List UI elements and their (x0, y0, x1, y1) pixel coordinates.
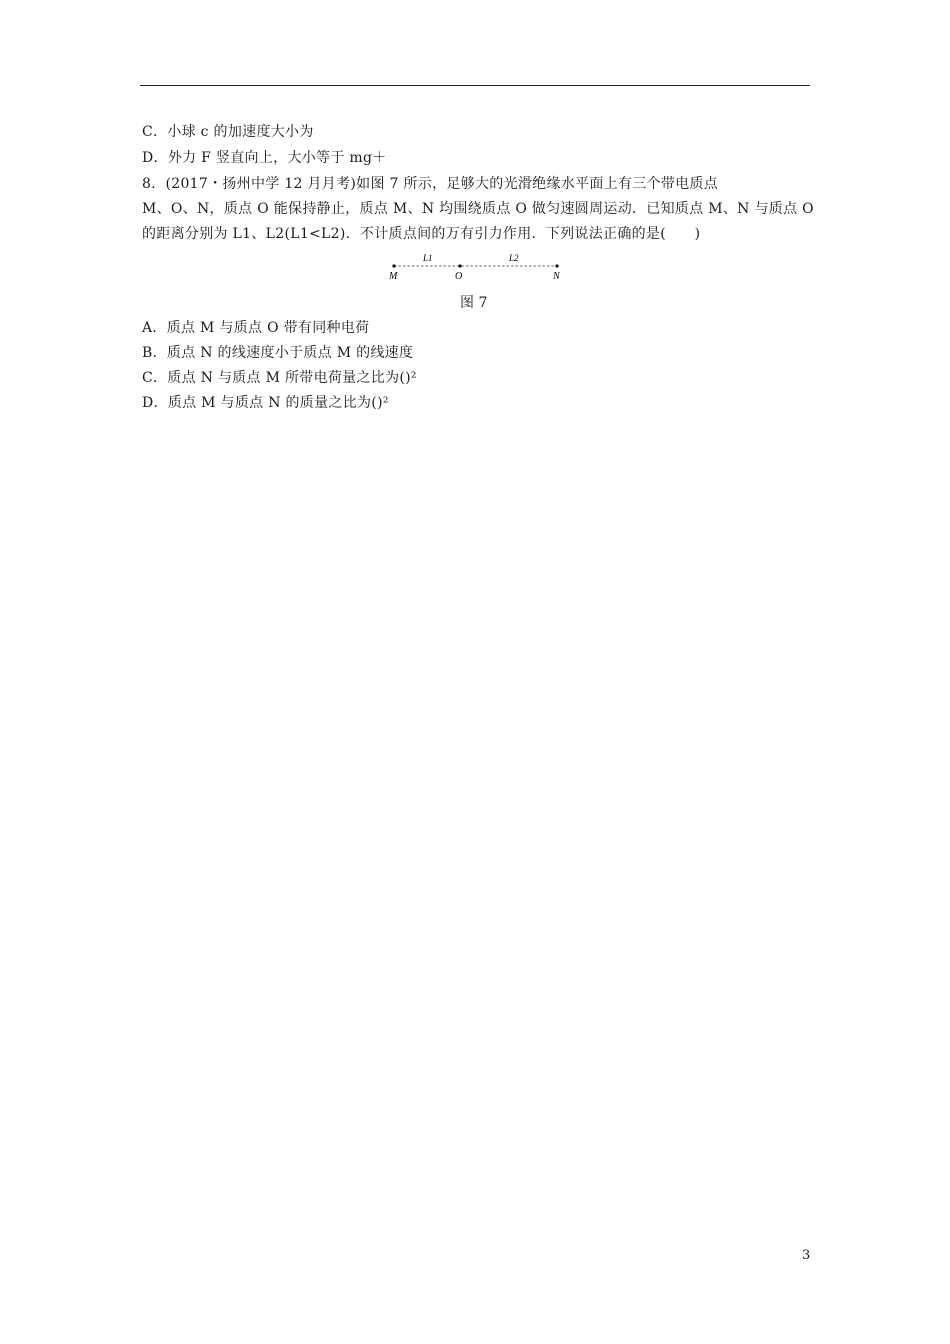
question-8-line-3: 的距离分别为 L1、L2(L1<L2)．不计质点间的万有引力作用．下列说法正确的是( ) (142, 226, 701, 242)
option-b: B．质点 N 的线速度小于质点 M 的线速度 (142, 345, 414, 361)
label-M: M (389, 271, 398, 282)
question-8-line-1: 8．(2017・扬州中学 12 月月考)如图 7 所示，足够大的光滑绝缘水平面上有三个带电质点 (142, 176, 719, 192)
label-L1: L1 (423, 253, 433, 263)
option-c-previous: C．小球 c 的加速度大小为 (142, 124, 314, 140)
point-M (392, 264, 395, 267)
label-L2: L2 (509, 253, 519, 263)
page-number: 3 (802, 1248, 811, 1263)
label-N: N (553, 271, 560, 282)
point-N (555, 264, 558, 267)
option-c: C．质点 N 与质点 M 所带电荷量之比为()² (142, 370, 417, 386)
figure-7-diagram (380, 250, 570, 285)
question-8-line-2: M、O、N，质点 O 能保持静止，质点 M、N 均围绕质点 O 做匀速圆周运动．已知质点 M、N 与质点 O (142, 201, 814, 217)
figure-caption: 图 7 (460, 295, 488, 311)
option-d: D．质点 M 与质点 N 的质量之比为()² (142, 395, 389, 411)
option-d-previous: D．外力 F 竖直向上，大小等于 mg＋ (142, 150, 387, 166)
header-rule (140, 85, 810, 86)
option-a: A．质点 M 与质点 O 带有同种电荷 (142, 320, 370, 336)
point-O (458, 264, 461, 267)
label-O: O (455, 271, 463, 282)
